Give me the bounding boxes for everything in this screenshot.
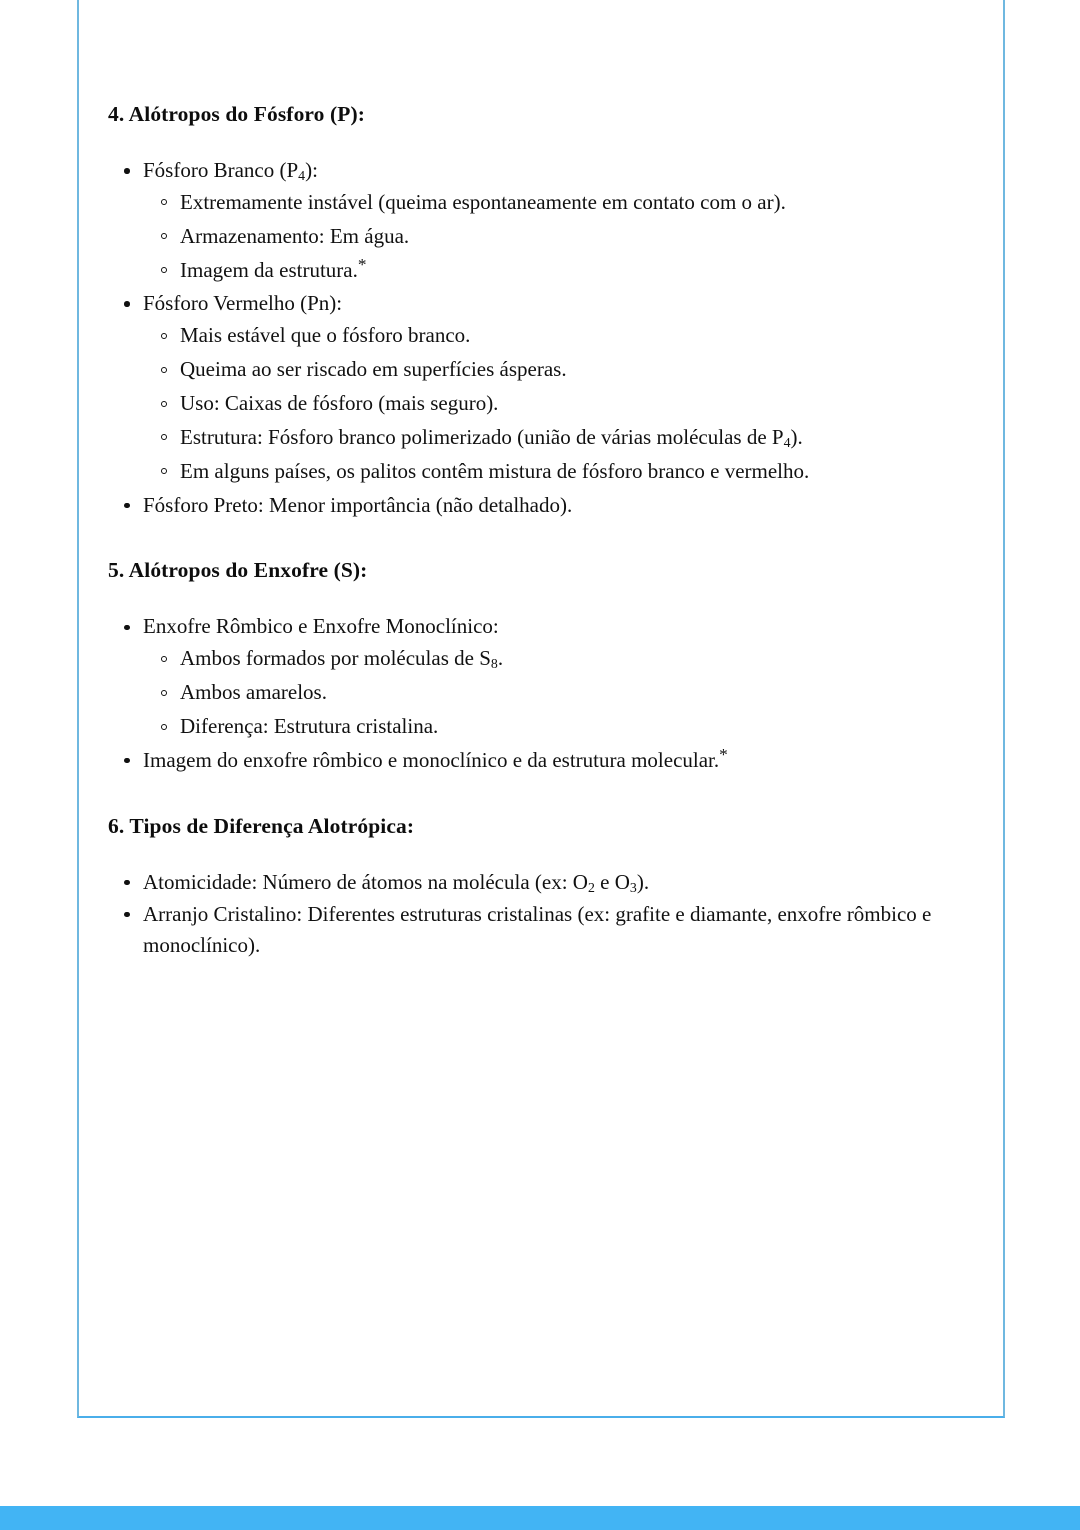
- bullet-item: [108, 611, 938, 642]
- bullet-text: Imagem do enxofre rômbico e monoclínico e da estrutura molecular.*: [143, 744, 728, 772]
- subscript: 4: [783, 434, 791, 450]
- section-heading: 5. Alótropos do Enxofre (S):: [108, 558, 368, 583]
- bullet-text: Fósforo Branco $(P_4)$:: [143, 158, 318, 184]
- bullet-text: Estrutura: Fósforo branco polimerizado (união de várias moléculas de $P_4$).: [180, 424, 803, 450]
- section-spacer: [108, 784, 938, 812]
- footnote-asterisk: *: [719, 744, 728, 764]
- bullet-text: Ambos formados por moléculas de $S_8$.: [180, 646, 504, 672]
- disc-bullet-icon: [124, 503, 130, 509]
- hollow-bullet-icon: [161, 690, 167, 696]
- bullet-list: [108, 611, 938, 775]
- disc-bullet-icon: [124, 168, 130, 174]
- bullet-text: Queima ao ser riscado em superfícies ásperas.: [180, 357, 567, 382]
- sub-bullet-item: [108, 320, 938, 351]
- bullet-item: [108, 899, 938, 961]
- sub-bullet-item: [108, 354, 938, 385]
- document-section: [108, 556, 938, 775]
- hollow-bullet-icon: [161, 724, 167, 730]
- sub-bullet-item: [108, 221, 938, 252]
- bullet-item: [108, 288, 938, 319]
- subscript: 3: [629, 879, 637, 895]
- bullet-text: Armazenamento: Em água.: [180, 223, 410, 248]
- section-spacer: [108, 528, 938, 556]
- bullet-text: Em alguns países, os palitos contêm mistura de fósforo branco e vermelho.: [180, 458, 810, 483]
- sub-bullet-item: [108, 388, 938, 419]
- sub-bullet-item: [108, 643, 938, 674]
- bullet-text: Atomicidade: Número de átomos na molécula (ex: $O_2$ e $O_3$).: [143, 869, 650, 895]
- disc-bullet-icon: [124, 880, 130, 886]
- sub-bullet-item: [108, 456, 938, 487]
- bullet-list: [108, 867, 938, 961]
- bullet-item: [108, 745, 938, 776]
- hollow-bullet-icon: [161, 434, 167, 440]
- section-heading: 6. Tipos de Diferença Alotrópica:: [108, 813, 415, 838]
- bullet-item: [108, 490, 938, 521]
- footer-accent-bar: [0, 1506, 1080, 1530]
- document-section: [108, 100, 938, 520]
- bullet-item: [108, 155, 938, 186]
- sub-bullet-item: [108, 187, 938, 218]
- hollow-bullet-icon: [161, 199, 167, 205]
- sub-bullet-item: [108, 422, 938, 453]
- document-body: [108, 100, 938, 968]
- hollow-bullet-icon: [161, 333, 167, 339]
- hollow-bullet-icon: [161, 233, 167, 239]
- sub-bullet-item: [108, 677, 938, 708]
- sub-bullet-item: [108, 255, 938, 286]
- disc-bullet-icon: [124, 758, 130, 764]
- bullet-text: Extremamente instável (queima espontaneamente em contato com o ar).: [180, 189, 786, 214]
- hollow-bullet-icon: [161, 656, 167, 662]
- bullet-text: Imagem da estrutura.*: [180, 254, 367, 282]
- subscript: 8: [490, 656, 498, 672]
- hollow-bullet-icon: [161, 367, 167, 373]
- bullet-item: [108, 867, 938, 898]
- bullet-text: Diferença: Estrutura cristalina.: [180, 714, 439, 739]
- bullet-list: [108, 155, 938, 520]
- section-heading: 4. Alótropos do Fósforo (P):: [108, 102, 366, 126]
- subscript: 2: [587, 879, 595, 895]
- bullet-text: Mais estável que o fósforo branco.: [180, 323, 471, 348]
- footnote-asterisk: *: [357, 254, 367, 274]
- document-section: [108, 812, 938, 961]
- sub-bullet-item: [108, 711, 938, 742]
- bullet-text: Arranjo Cristalino: Diferentes estruturas cristalinas (ex: grafite e diamante, enxofre rômbico e monoclínico).: [143, 901, 932, 957]
- bullet-text: Ambos amarelos.: [180, 680, 327, 705]
- hollow-bullet-icon: [161, 468, 167, 474]
- hollow-bullet-icon: [161, 401, 167, 407]
- bullet-text: Enxofre Rômbico e Enxofre Monoclínico:: [143, 614, 499, 639]
- hollow-bullet-icon: [161, 267, 167, 273]
- bullet-text: Fósforo Vermelho (Pn):: [143, 291, 343, 316]
- disc-bullet-icon: [124, 625, 130, 631]
- disc-bullet-icon: [124, 912, 130, 918]
- bullet-text: Fósforo Preto: Menor importância (não detalhado).: [143, 492, 573, 517]
- bullet-text: Uso: Caixas de fósforo (mais seguro).: [180, 391, 499, 416]
- disc-bullet-icon: [124, 301, 130, 307]
- subscript: 4: [298, 168, 306, 184]
